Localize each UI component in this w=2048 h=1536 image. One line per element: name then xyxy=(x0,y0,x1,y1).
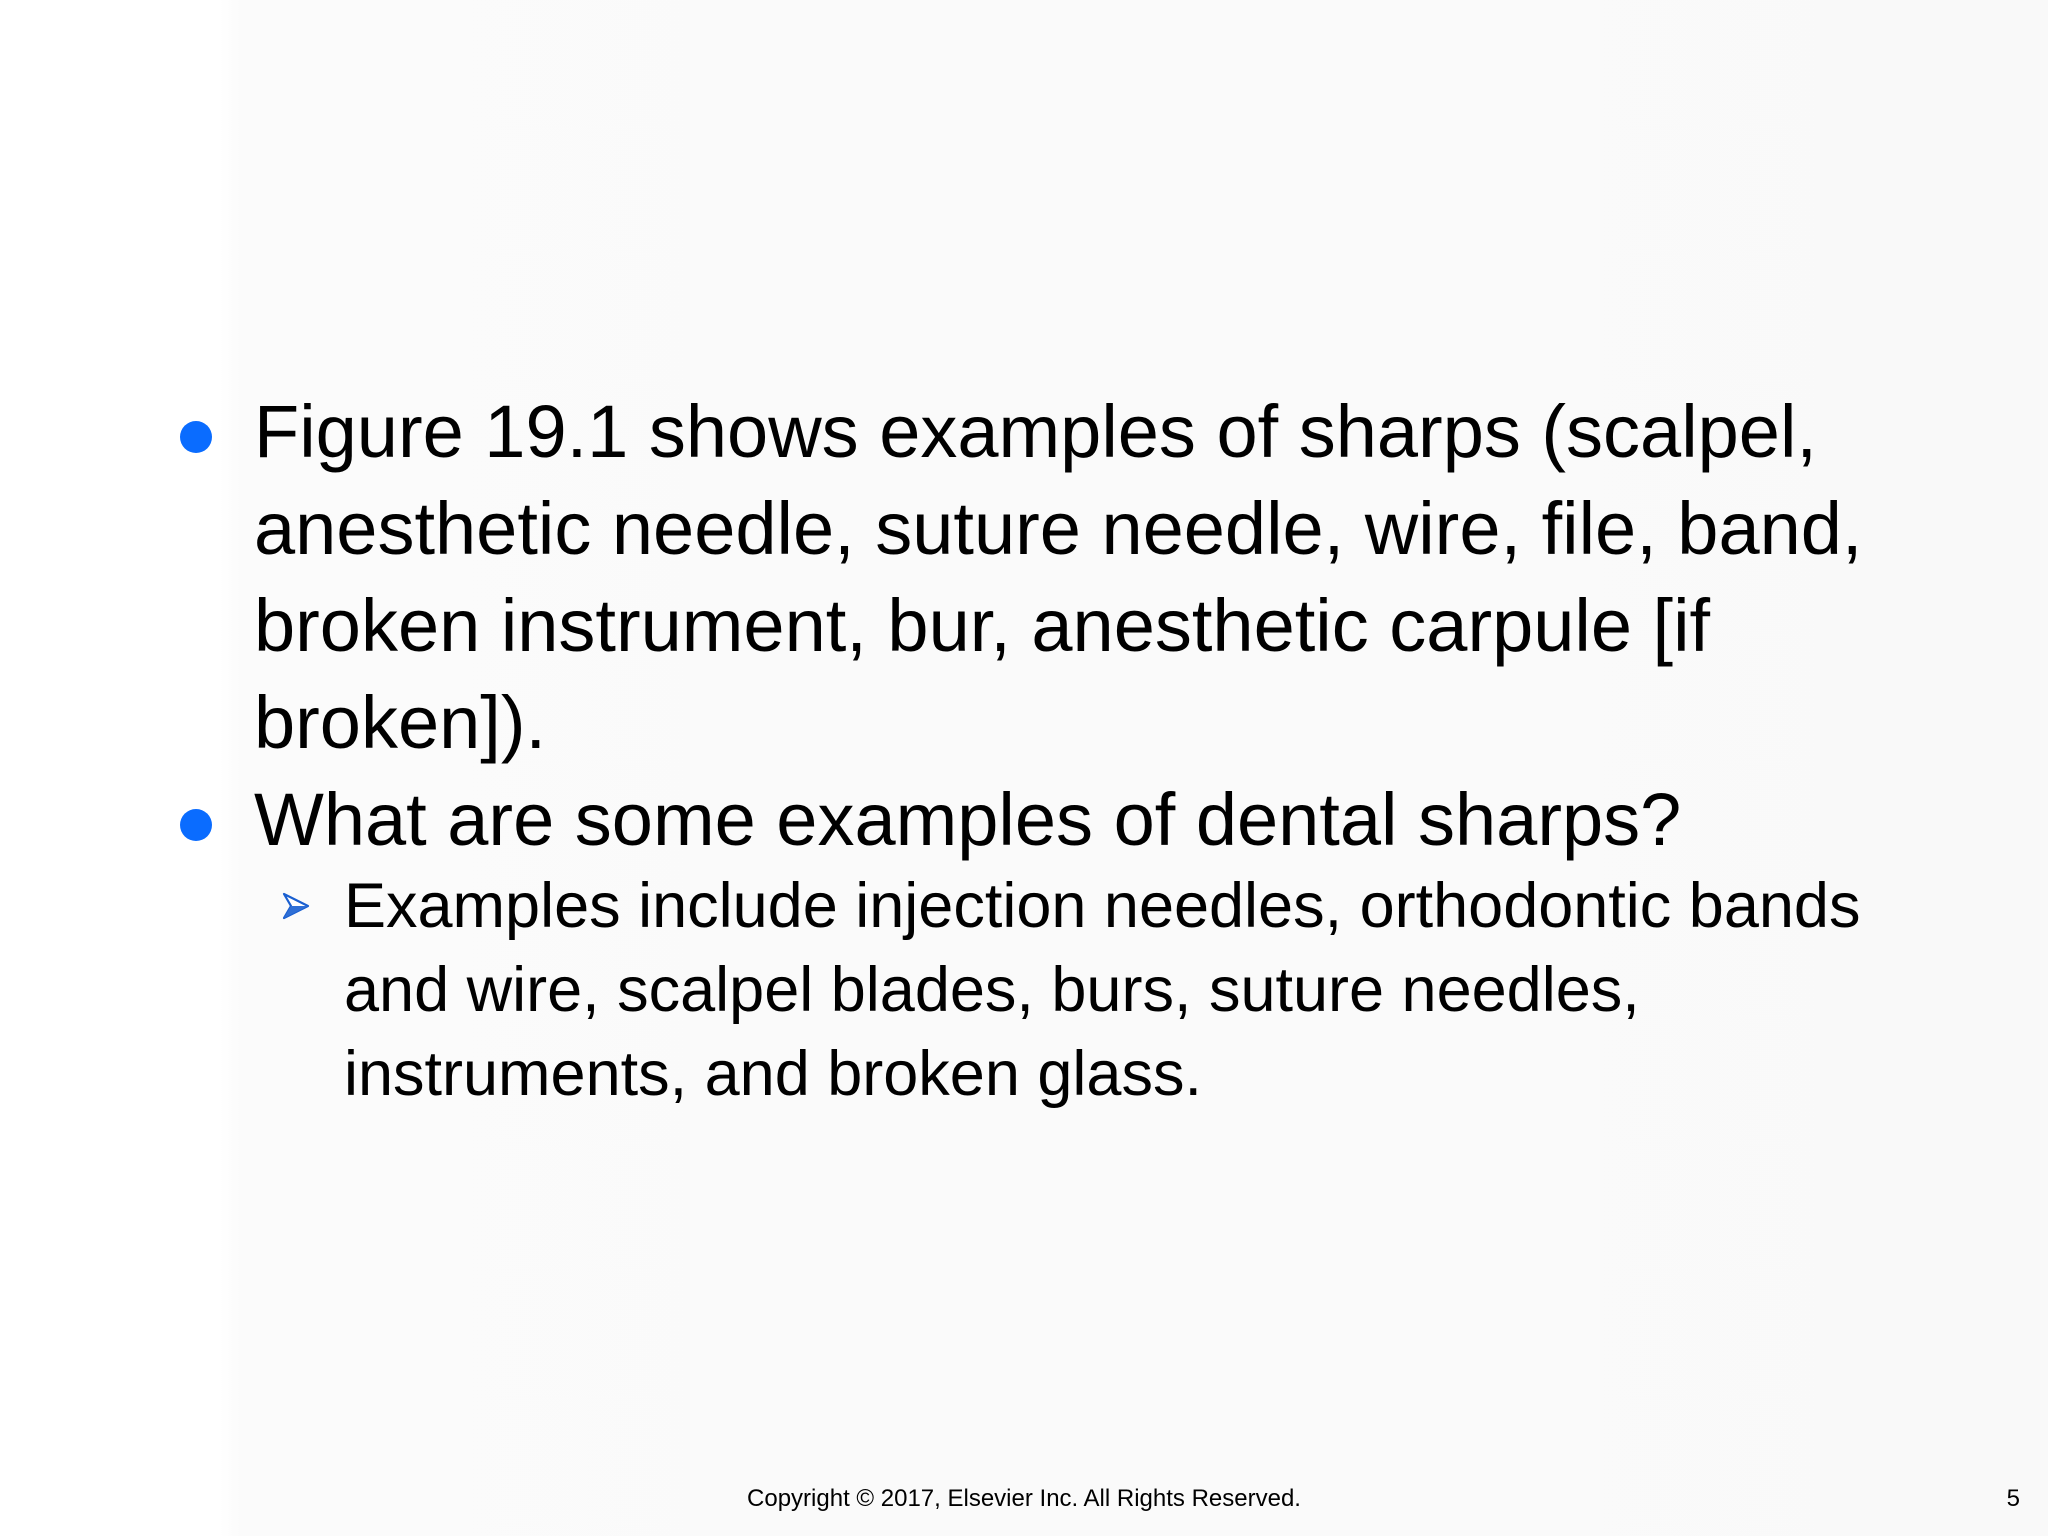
sub-bullet-text: Examples include injection needles, orthodontic bands and wire, scalpel blades, burs, suture needles, instruments, and broken glass. xyxy=(344,871,1861,1109)
page-number: 5 xyxy=(2006,1485,2020,1512)
circle-bullet-icon xyxy=(180,421,212,453)
bullet-text: Figure 19.1 shows examples of sharps (scalpel, anesthetic needle, suture needle, wire, file, band, broken instrument, bur, anesthetic carpule [if broken]). xyxy=(254,390,1863,764)
bullet-item xyxy=(180,383,1880,771)
circle-bullet-icon xyxy=(180,809,212,841)
bullet-item xyxy=(180,771,1880,868)
bullet-text: What are some examples of dental sharps? xyxy=(254,778,1682,861)
slide-body xyxy=(180,383,1880,1116)
sub-bullet-item xyxy=(180,864,1880,1116)
copyright-notice: Copyright © 2017, Elsevier Inc. All Rights Reserved. xyxy=(747,1485,1301,1512)
arrowhead-bullet-icon xyxy=(280,890,312,922)
